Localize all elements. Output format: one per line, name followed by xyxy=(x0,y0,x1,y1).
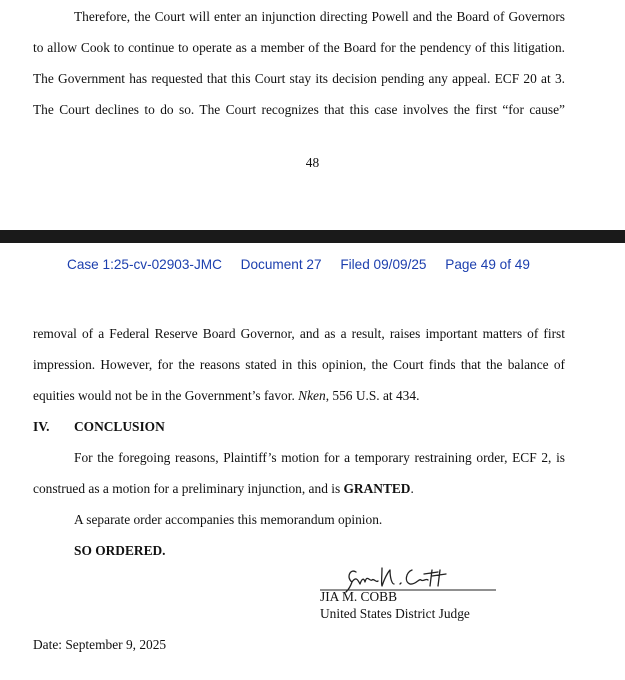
text-run: construed as a motion for a preliminary injunction, and is xyxy=(33,481,344,496)
granted-text: GRANTED xyxy=(343,481,411,496)
section-number: IV. xyxy=(33,419,50,434)
page-indicator: Page 49 of 49 xyxy=(445,257,530,272)
text-run: . xyxy=(410,481,414,496)
text-run: equities would not be in the Government’s favor. xyxy=(33,388,299,403)
ecf-header xyxy=(67,256,530,273)
judge-title: United States District Judge xyxy=(320,606,470,621)
page-divider xyxy=(0,230,625,243)
date-line: Date: September 9, 2025 xyxy=(33,637,167,652)
body-text-line xyxy=(33,481,565,497)
order-note: A separate order accompanies this memorandum opinion. xyxy=(74,512,383,527)
so-ordered: SO ORDERED. xyxy=(74,543,166,558)
body-text-line: Therefore, the Court will enter an injunction directing Powell and the Board of Governors xyxy=(74,9,565,24)
body-text-line: The Government has requested that this Court stay its decision pending any appeal. ECF 20 at 3. xyxy=(33,71,565,86)
body-text-line: to allow Cook to continue to operate as a member of the Board for the pendency of this litigation. xyxy=(33,40,565,55)
body-text-line: For the foregoing reasons, Plaintiff’s motion for a temporary restraining order, ECF 2, is xyxy=(74,450,565,465)
judge-name: JIA M. COBB xyxy=(320,589,398,604)
page-number: 48 xyxy=(305,155,320,170)
case-citation: Nken xyxy=(298,388,326,403)
body-text-line: impression. However, for the reasons stated in this opinion, the Court finds that the balance of xyxy=(33,357,565,372)
filed-date: Filed 09/09/25 xyxy=(340,257,427,272)
text-run: , 556 U.S. at 434. xyxy=(325,388,420,403)
document-number: Document 27 xyxy=(240,257,322,272)
body-text-line: The Court declines to do so. The Court recognizes that this case involves the first “for cause” xyxy=(33,102,565,117)
section-heading: CONCLUSION xyxy=(74,419,165,434)
body-text-line xyxy=(33,388,565,404)
body-text-line: removal of a Federal Reserve Board Governor, and as a result, raises important matters of first xyxy=(33,326,565,341)
case-number: Case 1:25-cv-02903-JMC xyxy=(67,257,222,272)
